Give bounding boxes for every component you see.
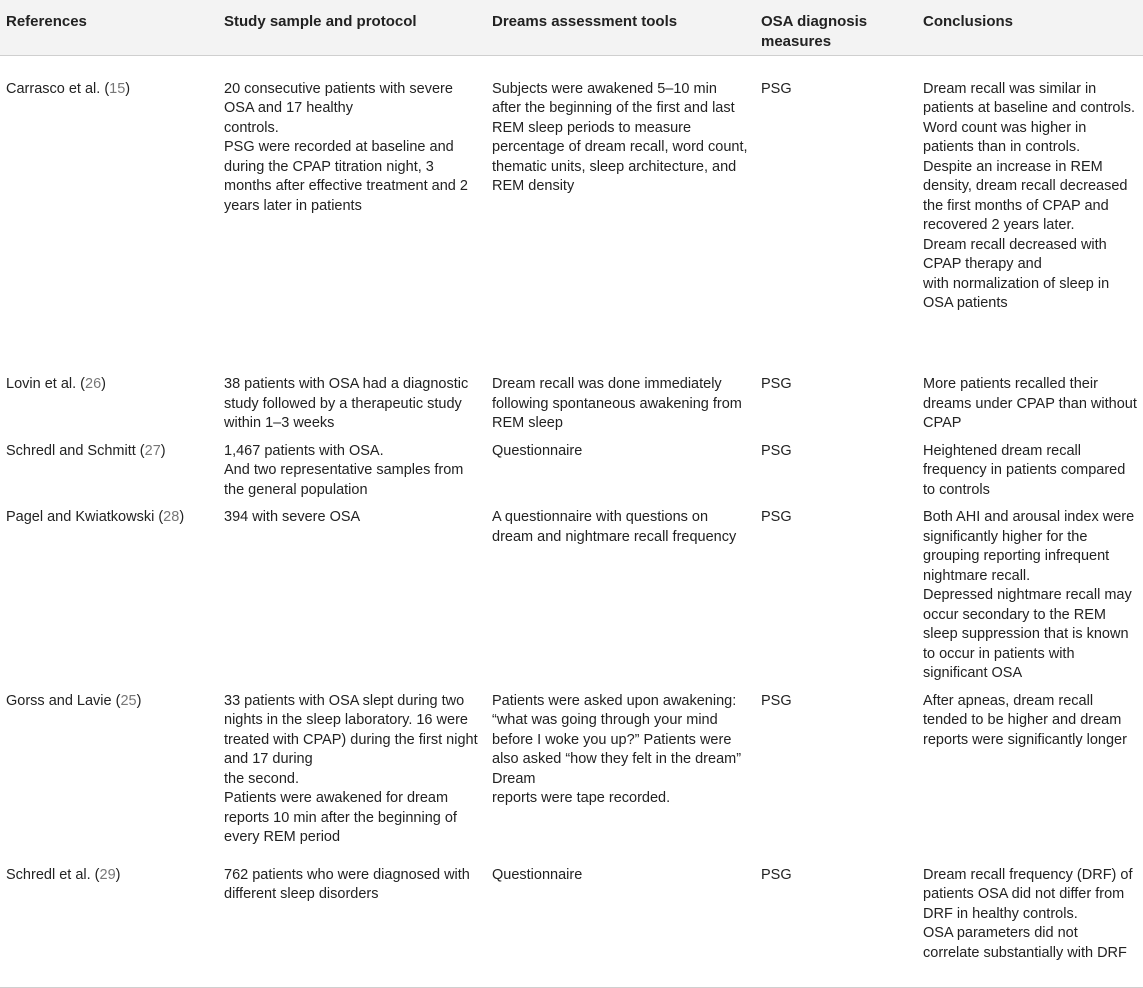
- reference-close: ): [136, 692, 142, 709]
- conclusions-cell: Dream recall was similar in patients at baseline and controls. Word count was higher in patients than in controls. Despite an increase in REM density, dream recall decreased the first months of CPAP and recovered 2 years later. Dream recall decreased with CPAP therapy and with normalization of sleep in OSA patients: [923, 80, 1135, 311]
- reference-author: Carrasco et al. (: [6, 80, 110, 97]
- reference-close: ): [115, 866, 121, 883]
- tools-cell: Patients were asked upon awakening: “what was going through your mind before I woke you up?” Patients were also asked “how they felt in the dream” Dream reports were tape recorded.: [492, 692, 742, 806]
- reference-cell: [0, 434, 218, 501]
- conclusions-cell: More patients recalled their dreams under CPAP than without CPAP: [923, 376, 1137, 431]
- table-row: [0, 367, 1143, 434]
- header-osa-measures: OSA diagnosis measures: [755, 0, 917, 55]
- header-row: [0, 0, 1143, 55]
- tools-cell: A questionnaire with questions on dream and nightmare recall frequency: [492, 509, 737, 545]
- reference-author: Lovin et al. (: [6, 376, 85, 392]
- reference-link[interactable]: 29: [99, 866, 116, 883]
- tools-cell: Questionnaire: [492, 442, 583, 459]
- reference-link[interactable]: 25: [120, 692, 137, 709]
- reference-cell: [0, 858, 218, 988]
- reference-author: Gorss and Lavie (: [6, 692, 121, 709]
- conclusions-cell: After apneas, dream recall tended to be higher and dream reports were significantly longer: [923, 692, 1127, 748]
- reference-close: ): [160, 442, 166, 459]
- reference-link[interactable]: 28: [163, 509, 180, 525]
- tools-cell: Subjects were awakened 5–10 min after the beginning of the first and last REM sleep periods to measure percentage of dream recall, word count, thematic units, sleep architecture, and REM density: [492, 80, 748, 194]
- table-row: [0, 858, 1143, 988]
- osa-cell: PSG: [761, 442, 792, 459]
- table-row: [0, 434, 1143, 501]
- header-dreams-tools: Dreams assessment tools: [486, 0, 755, 55]
- osa-cell: PSG: [761, 376, 792, 392]
- conclusions-cell: Dream recall frequency (DRF) of patients OSA did not differ from DRF in healthy controls. OSA parameters did not correlate substantially with DRF: [917, 858, 1143, 988]
- osa-cell: PSG: [755, 858, 917, 988]
- reference-close: ): [101, 376, 106, 392]
- tools-cell: Questionnaire: [486, 858, 755, 988]
- reference-link[interactable]: 15: [109, 80, 126, 97]
- osa-cell: PSG: [761, 80, 792, 97]
- conclusions-cell: Heightened dream recall frequency in patients compared to controls: [923, 442, 1126, 498]
- conclusions-cell: Both AHI and arousal index were significantly higher for the grouping reporting infrequent nightmare recall. Depressed nightmare recall may occur secondary to the REM sleep suppression that is known to occur in patients with significant OSA: [923, 509, 1135, 681]
- study-cell: 38 patients with OSA had a diagnostic study followed by a therapeutic study within 1–3 weeks: [224, 376, 469, 431]
- reference-close: ): [125, 80, 131, 97]
- reference-cell: [0, 500, 218, 684]
- reference-cell: [0, 684, 218, 858]
- osa-cell: PSG: [761, 509, 792, 525]
- tools-cell: Dream recall was done immediately following spontaneous awakening from REM sleep: [492, 376, 742, 431]
- study-cell: 1,467 patients with OSA. And two representative samples from the general population: [224, 442, 464, 498]
- reference-close: ): [179, 509, 185, 525]
- reference-link[interactable]: 27: [144, 442, 161, 459]
- reference-link[interactable]: 26: [85, 376, 102, 392]
- header-study-sample: Study sample and protocol: [218, 0, 486, 55]
- reference-author: Schredl et al. (: [6, 866, 100, 883]
- study-cell: 33 patients with OSA slept during two nights in the sleep laboratory. 16 were treated with CPAP) during the first night and 17 during the second. Patients were awakened for dream reports 10 min after the beginning of every REM period: [224, 692, 478, 845]
- header-conclusions: Conclusions: [917, 0, 1143, 55]
- reference-author: Pagel and Kwiatkowski (: [6, 509, 164, 525]
- reference-author: Schredl and Schmitt (: [6, 442, 145, 459]
- table-row: [0, 55, 1143, 367]
- reference-cell: [0, 55, 218, 367]
- study-cell: 762 patients who were diagnosed with different sleep disorders: [218, 858, 486, 988]
- reference-cell: [0, 367, 218, 434]
- osa-cell: PSG: [761, 692, 792, 709]
- header-references: References: [0, 0, 218, 55]
- table-row: [0, 500, 1143, 684]
- table-row: [0, 684, 1143, 858]
- study-cell: 20 consecutive patients with severe OSA and 17 healthy controls. PSG were recorded at baseline and during the CPAP titration night, 3 months after effective treatment and 2 years later in patients: [224, 80, 468, 214]
- study-cell: 394 with severe OSA: [224, 509, 361, 525]
